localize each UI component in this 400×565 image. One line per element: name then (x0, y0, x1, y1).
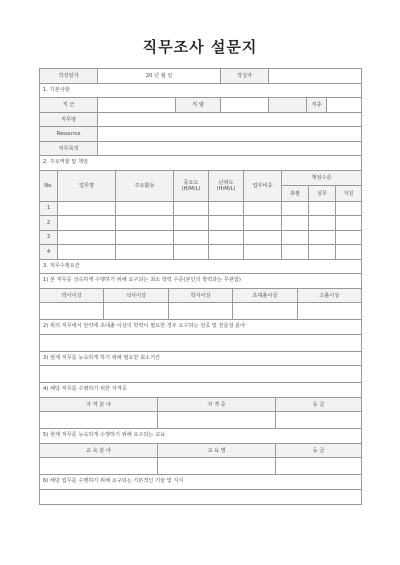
edu-choice-cell[interactable] (168, 303, 232, 320)
row-number: 3 (40, 230, 58, 245)
cert-field-input[interactable] (40, 412, 158, 429)
edu-choice-cell[interactable] (233, 303, 297, 320)
duty-row (40, 201, 362, 216)
date-field[interactable]: 20 년 월 일 (98, 69, 221, 84)
duty-cell[interactable] (58, 230, 116, 245)
duty-cell[interactable] (282, 230, 309, 245)
job-name-label: 직무명 (40, 112, 98, 127)
duty-cell[interactable] (116, 201, 174, 216)
group-field[interactable] (98, 98, 176, 112)
cert-field-label: 자 격 분 야 (40, 398, 158, 412)
question-education: 1) 본 직무를 성숙하게 수행하기 위해 요구되는 최소 학력 수준(본인의 학력과는 무관함) (39, 274, 362, 289)
section-requirements-title: 3. 직무수행요건 (39, 260, 362, 275)
duty-row (40, 230, 362, 245)
duty-cell[interactable] (309, 216, 336, 231)
rank-label: 직 렬 (176, 98, 221, 112)
col-difficulty-line1: 난위도 (218, 180, 234, 186)
duty-cell[interactable] (309, 230, 336, 245)
cert-grade-input[interactable] (276, 412, 362, 429)
major-answer-field[interactable] (39, 335, 362, 352)
col-resp-c: 지원 (336, 185, 362, 201)
edu-level-highschool: 고졸이상 (297, 289, 361, 303)
author-field[interactable] (269, 69, 362, 84)
duty-cell[interactable] (174, 216, 209, 231)
duty-cell[interactable] (244, 216, 282, 231)
duty-cell[interactable] (174, 230, 209, 245)
duty-cell[interactable] (309, 245, 336, 260)
col-activity: 주요활동 (116, 171, 174, 202)
row-number: 1 (40, 201, 58, 216)
duty-row (40, 245, 362, 260)
col-importance-line2: (H/M/L) (181, 186, 201, 192)
train-name-input[interactable] (158, 458, 276, 475)
duty-row (40, 216, 362, 231)
header-table (39, 68, 362, 84)
edu-choice-cell[interactable] (104, 303, 168, 320)
job-name-field[interactable] (98, 112, 362, 127)
question-min-period: 3) 현재 직무를 능숙하게 하기 위해 필요한 최소기간 (39, 352, 362, 367)
duty-cell[interactable] (336, 216, 362, 231)
col-no: No. (40, 171, 58, 202)
duty-cell[interactable] (58, 201, 116, 216)
duties-table (39, 171, 362, 260)
cert-name-input[interactable] (158, 412, 276, 429)
train-name-label: 교 육 명 (158, 444, 276, 458)
col-resp-b: 실무 (309, 185, 336, 201)
grade-label: 직종 (307, 98, 327, 112)
duty-cell[interactable] (116, 216, 174, 231)
row-number: 4 (40, 245, 58, 260)
edu-level-master: 석사이상 (104, 289, 168, 303)
edu-choice-cell[interactable] (297, 303, 361, 320)
survey-form (39, 68, 362, 505)
row-number: 2 (40, 216, 58, 231)
col-importance (174, 171, 209, 202)
page-title: 직무조사 설문지 (142, 38, 258, 56)
duty-cell[interactable] (244, 245, 282, 260)
resource-label: Resource (40, 127, 98, 142)
question-certificates: 4) 해당 직무를 수행하기 위한 자격증 (39, 383, 362, 398)
purpose-label: 직무목적 (40, 141, 98, 156)
basic-table (39, 98, 362, 156)
resource-field[interactable] (98, 127, 362, 142)
section-basic-title: 1. 기본사항 (39, 84, 362, 99)
question-skills: 6) 해당 업무를 수행하기 위해 요구되는 기본적인 기술 및 지식 (39, 475, 362, 490)
training-table (39, 444, 362, 476)
question-major: 2) 위의 직무에서 만약에 초대졸 이상의 학력이 필요한 경우 요구되는 전공 및 전문성 분야 (39, 320, 362, 335)
train-field-label: 교 육 분 야 (40, 444, 158, 458)
edu-choice-cell[interactable] (40, 303, 104, 320)
edu-level-phd: 박사이상 (40, 289, 104, 303)
rank-field[interactable] (221, 98, 269, 112)
duty-cell[interactable] (116, 245, 174, 260)
train-grade-input[interactable] (276, 458, 362, 475)
col-importance-line1: 중요도 (183, 180, 199, 186)
duty-cell[interactable] (174, 201, 209, 216)
train-grade-label: 등 급 (276, 444, 362, 458)
duty-cell[interactable] (174, 245, 209, 260)
col-difficulty (209, 171, 244, 202)
question-training: 5) 현재 직무를 능숙하게 수행하기 위해 요구되는 교육 (39, 429, 362, 444)
duty-cell[interactable] (58, 216, 116, 231)
cert-grade-label: 등 급 (276, 398, 362, 412)
duty-cell[interactable] (58, 245, 116, 260)
date-label: 작성일자 (40, 69, 98, 84)
duty-cell[interactable] (244, 230, 282, 245)
col-resp-a: 총괄 (282, 185, 309, 201)
duty-cell[interactable] (209, 201, 244, 216)
education-table (39, 289, 362, 321)
duty-cell[interactable] (282, 201, 309, 216)
edu-level-college: 초대졸이상 (233, 289, 297, 303)
duty-cell[interactable] (209, 230, 244, 245)
train-field-input[interactable] (40, 458, 158, 475)
duty-cell[interactable] (336, 201, 362, 216)
skills-answer-field[interactable] (39, 490, 362, 505)
col-ratio: 업무비중 (244, 171, 282, 202)
duty-cell[interactable] (336, 230, 362, 245)
duty-cell[interactable] (282, 245, 309, 260)
duty-cell[interactable] (282, 216, 309, 231)
purpose-field[interactable] (98, 141, 362, 156)
period-answer-field[interactable] (39, 366, 362, 383)
col-difficulty-line2: (H/M/L) (216, 186, 236, 192)
grade-field[interactable] (327, 98, 362, 112)
section-duties-title: 2. 주요역할 및 책임 (39, 156, 362, 171)
col-responsibility: 책임수준 (282, 171, 362, 186)
duty-cell[interactable] (116, 230, 174, 245)
spacer-cell (269, 98, 307, 112)
certificate-table (39, 398, 362, 430)
duty-cell[interactable] (209, 216, 244, 231)
edu-level-bachelor: 학사이상 (168, 289, 232, 303)
group-label: 직 군 (40, 98, 98, 112)
duty-cell[interactable] (309, 201, 336, 216)
cert-name-label: 자 격 증 (158, 398, 276, 412)
duty-cell[interactable] (209, 245, 244, 260)
col-task: 업무명 (58, 171, 116, 202)
duty-cell[interactable] (244, 201, 282, 216)
duty-cell[interactable] (336, 245, 362, 260)
author-label: 작성자 (221, 69, 269, 84)
